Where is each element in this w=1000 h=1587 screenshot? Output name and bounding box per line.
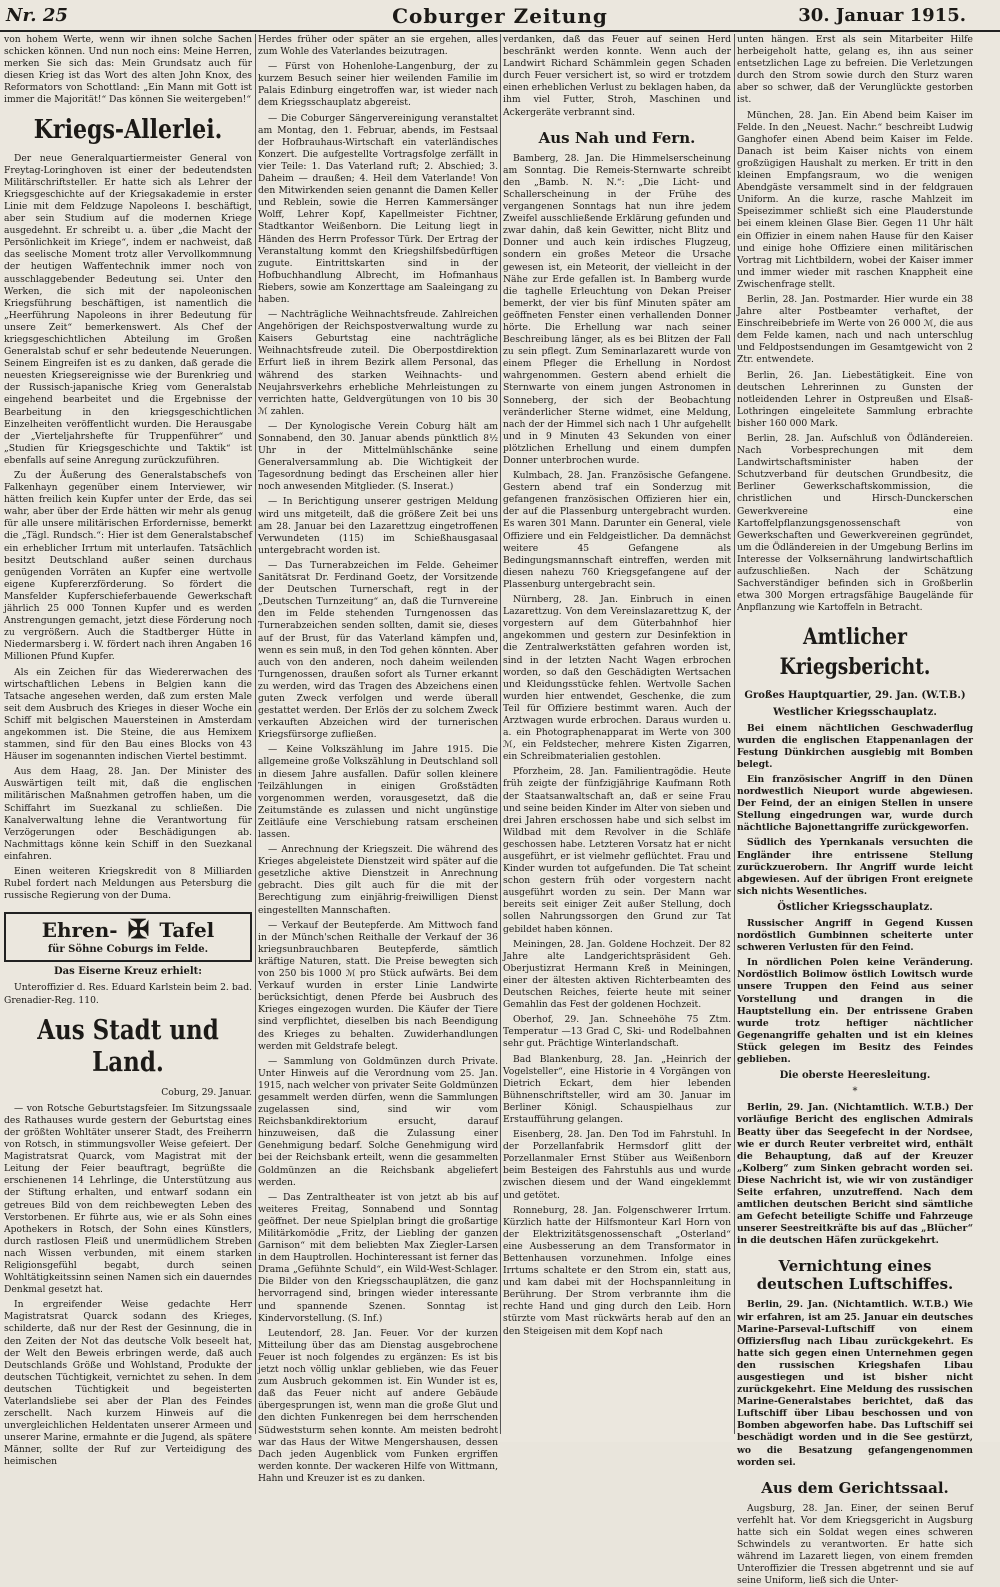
article-text: Kulmbach, 28. Jan. Französische Gefangene. Gestern abend traf ein Sonderzug mit gefangenen französischen Offizieren hier ein, der auf die Plassenburg untergebracht wurden. Es waren 301 Mann. Darunter ein General, viele Offiziere und ein Feldgeistlicher. Da demnächst weitere 45 Gefangene als Bedingungsmannschaft eintreffen, werden mit diesen nahezu 760 Kriegsgefangene auf der Plassenburg untergebracht sein. (503, 470, 731, 590)
column-rule (500, 34, 501, 1434)
article-text: Der neue Generalquartiermeister General von Freytag-Loringhoven ist einer der bedeutendsten Militärschriftsteller. Er hatte sich als Lehrer der Kriegsgeschichte auf der Kriegsakademie in erster Linie mit dem Feldzuge Napoleons I. beschäftigt, aber sein Studium auf die modernen Kriege ausgedehnt. Er schreibt u. a. über „die Macht der Persönlichkeit im Kriege“, indem er nachweist, daß das seelische Moment trotz aller Vervollkommnung der heutigen Waffentechnik immer noch von ausschlaggebender Bedeutung sei. Unter den Werken, die sich mit der napoleonischen Kriegsführung beschäftigen, ist namentlich die „Heerführung Napoleons in ihrer Bedeutung für unsere Zeit“ bemerkenswert. Als Chef der kriegsgeschichtlichen Abteilung im Großen Generalstab schuf er sehr bedeutende Neuerungen. Seinem Eingreifen ist es zu danken, daß gerade die neuesten Kriegsereignisse wie der Burenkrieg und der Russisch-japanische Krieg vom Generalstab eingehend bearbeitet und die Ergebnisse der Bearbeitung in den kriegsgeschichtlichen Einzelheiten veröffentlicht wurden. Die Herausgabe der „Vierteljahrshefte für Truppenführer“ und „Studien für Kriegsgeschichte und Taktik“ ist ebenfalls auf seine Anregung zurückzuführen. (4, 152, 252, 466)
article-text: Als ein Zeichen für das Wiedererwachen des wirtschaftlichen Lebens in Belgien kann die Tatsache angesehen werden, daß zum ersten Male seit dem Ausbruch des Krieges in dieser Woche ein Schiff mit belgischen Mauersteinen in Amsterdam angekommen ist. Die Steine, die aus Hemixem stammen, sind für den Bau eines Blocks von 43 Häuser im sogenannten indischen Viertel bestimmt. (4, 666, 252, 763)
article-text: Berlin, 29. Jan. (Nichtamtlich. W.T.B.) Der vorläufige Bericht des englischen Admirals Beatty über das Seegefecht in der Nordsee, wie er durch Reuter verbreitet wird, enthält die Behauptung, daß auf der Kreuzer „Kolberg“ zum Sinken gebracht worden sei. Diese Nachricht ist, wie wir von zuständiger Seite erfahren, unzutreffend. Nach dem amtlichen deutschen Bericht sind sämtliche am Gefecht beteiligte Schiffe und Fahrzeuge unserer Seestreitkräfte bis auf das „Blücher“ in die deutschen Häfen zurückgekehrt. (737, 1102, 973, 1247)
article-text: Zu der Äußerung des Generalstabschefs von Falkenhayn gegenüber einem Interviewer, wir hätten freilich kein Kupfer unter der Erde, das sei wahr, aber über der Erde hätten wir mehr als genug für alle unsere militärischen Erfordernisse, bemerkt die „Tägl. Rundsch.“: Hier ist dem Generalstabschef ein erheblicher Irrtum mit unterlaufen. Tatsächlich besitzt Deutschland außer seinen durchaus genügenden Vorräten an Kupfer eine wertvolle eigene Kupfererzförderung. So fördert die Mansfelder Kupferschieferbauende Gewerkschaft jährlich 25 000 Tonnen Kupfer und es werden Anstrengungen gemacht, jetzt diese Förderung noch zu vergrößern. Auch die Stadtberger Hütte in Niedermarsberg i. W. fördert nach ihren Angaben 16 Millionen Pfund Kupfer. (4, 470, 252, 663)
report-text: In nördlichen Polen keine Veränderung. Nordöstlich Bolimow östlich Lowitsch wurde unsere Truppen den Feind aus seiner Vorstellung und drangen in die Hauptstellung ein. Der entrissene Graben wurde trotz heftiger nächtlicher Gegenangriffe gehalten und ist ein kleines Stück gelegen im Besitz des Feindes geblieben. (737, 957, 973, 1066)
dateline: Coburg, 29. Januar. (161, 1086, 252, 1098)
iron-cross-icon: ✠ (127, 915, 150, 946)
article-text: Aus dem Haag, 28. Jan. Der Minister des Auswärtigen teilt mit, daß die englischen militärischen Maßnahmen getroffen haben, um die Schiffahrt im Suezkanal zu schließen. Die Kanalverwaltung lehne die Verantwortung für Verzögerungen oder Beschädigungen ab. Nachmittags könne kein Schiff in den Suezkanal einfahren. (4, 766, 252, 862)
report-text: Russischer Angriff in Gegend Kussen nordöstlich Gumbinnen scheiterte unter schweren Verlusten für den Feind. (737, 918, 973, 954)
column-rule (734, 34, 735, 1434)
section-heading-stadt-und-land: Aus Stadt und Land. (37, 1014, 219, 1078)
article-text: — Verkauf der Beutepferde. Am Mittwoch fand in der Münch'schen Reithalle der Verkauf der 36 kriegsunbrauchbaren Beutepferde, sämtlich kräftige Naturen, statt. Die Preise bewegten sich von 250 bis 1000 ℳ pro Stück aufwärts. Bei dem Verkauf wurden in erster Linie Landwirte berücksichtigt, denen Pferde bei Ausbruch des Krieges eingezogen wurden. Die Käufer der Tiere sind verpflichtet, dieselben bis nach Beendigung des Krieges zu behalten. Zuwiderhandlungen werden mit Geldstrafe belegt. (258, 919, 498, 1052)
ehrentafel-title (12, 915, 244, 946)
article-text: Leutendorf, 28. Jan. Feuer. Vor der kurzen Mitteilung über das am Dienstag ausgebrochene Feuer ist noch folgendes zu ergänzen: Es ist bis jetzt noch völlig unklar geblieben, wie das Feuer zum Ausbruch gekommen ist. Ein Wunder ist es, daß das Feuer nicht auf andere Gebäude übergesprungen ist, wenn man die große Glut und den dichten Funkenregen bei dem herrschenden Südweststurm sehen konnte. Am meisten bedroht war das Haus der Witwe Mengershausen, dessen Dach jeden Augenblick vom Funken ergriffen werden konnte. Der wackeren Hilfe von Wittmann, Hahn und Kreuzer ist es zu danken. (258, 1327, 498, 1484)
report-source: Großes Hauptquartier, 29. Jan. (W.T.B.) (744, 690, 966, 702)
article-text: Herdes früher oder später an sie ergehen, alles zum Wohle des Vaterlandes beizutragen. (258, 34, 498, 58)
article-text: In ergreifender Weise gedachte Herr Magistratsrat Quarck sodann des Krieges, schilderte, daß nur der Rest der Gesinnung, die in den Zeiten der Not das deutsche Volk beseelt hat, der Welt den Beweis erbringen werde, daß auch Deutschlands Größe und Wohlstand, Produkte der deutschen Tüchtigkeit, vernichtet zu sehen. In dem deutschen Tüchtigkeit und begeisterten Vaterlandsliebe sei aber der Plan des Feindes zerschellt. Nach kurzem Hinweis auf die unvergleichlichen Heldentaten unserer Armeen und unserer Marine, ermahnte er die Jugend, als spätere Männer, sollte der Ruf zur Verteidigung des heimischen (4, 1299, 252, 1468)
article-text: — Anrechnung der Kriegszeit. Die während des Krieges abgeleistete Dienstzeit wird später auf die gesetzliche aktive Dienstzeit in Anrechnung gebracht. Dies gilt auch für die mit der Berechtigung zum einjährig-freiwilligen Dienst eingestellten Mannschaften. (258, 844, 498, 916)
ehrentafel-title-b: Tafel (159, 918, 215, 943)
article-text: — Nachträgliche Weihnachtsfreude. Zahlreichen Angehörigen der Reichspostverwaltung wurde zu Kaisers Geburtstag eine nachträgliche Weihnachtsfreude zuteil. Die Oberpostdirektion Erfurt ließ in ihrem Bezirk allem Personal, das während des starken Weihnachts- und Neujahrsverkehrs erhebliche Mehrleistungen zu verrichten hatte, Geldvergütungen von 10 bis 30 ℳ zahlen. (258, 309, 498, 417)
article-text: — Der Kynologische Verein Coburg hält am Sonnabend, den 30. Januar abends pünktlich 8½ Uhr in der Mittelmühlschänke seine Generalversammlung ab. Die Wichtigkeit der Tagesordnung bedingt das Erscheinen aller hier noch anwesenden Mitglieder. (S. Inserat.) (258, 420, 498, 493)
section-heading-kriegsallerlei: Kriegs-Allerlei. (33, 114, 223, 145)
section-heading-luftschiff: Vernichtung eines deutschen Luftschiffes. (756, 1257, 954, 1294)
article-text: München, 28. Jan. Ein Abend beim Kaiser im Felde. In den „Neuest. Nachr.“ beschreibt Ludwig Ganghofer einen Abend beim Kaiser im Felde. Danach ist beim Kaiser nichts von einem großzügigen Haushalt zu merken. Er tritt in den kleinen Empfangsraum, wo die wenigen Abendgäste versammelt sind in der feldgrauen Uniform. An die kurze, rasche Mahlzeit im Speisezimmer schließt sich eine Plauderstunde bei einem kleinen Glase Bier. Gegen 11 Uhr hält ein Offizier in einem nahen Hause für den Kaiser und einige hohe Offiziere einen militärischen Vortrag mit Lichtbildern, wobei der Kaiser immer und immer wieder mit raschen Knappheit eine Zwischenfrage stellt. (737, 109, 973, 290)
article-text: Meiningen, 28. Jan. Goldene Hochzeit. Der 82 Jahre alte Landgerichtspräsident Geh. Oberjustizrat Hermann Kreß in Meiningen, einer der ältesten aktiven Richterbeamten des Deutschen Reiches, feierte heute mit seiner Gemahlin das Fest der goldenen Hochzeit. (503, 938, 731, 1011)
report-signature: Die oberste Heeresleitung. (779, 1070, 931, 1082)
section-heading-amtlicher-kriegsbericht: Amtlicher Kriegsbericht. (779, 624, 931, 681)
column-1 (4, 34, 252, 1468)
ehrentafel-subtitle: für Söhne Coburgs im Felde. (47, 944, 209, 956)
column-3 (503, 34, 731, 1434)
ehrentafel-box (4, 912, 252, 962)
article-text: verdanken, daß das Feuer auf seinen Herd beschränkt werden konnte. Wenn auch der Landwirt Richard Schämmlein gegen Schaden durch Feuer versichert ist, so wird er trotzdem einen erheblichen Verlust zu beklagen haben, da ihm viel Futter, Stroh, Maschinen und Ackergeräte verbrannt sind. (503, 34, 731, 118)
article-text: — Fürst von Hohenlohe-Langenburg, der zu kurzem Besuch seiner hier weilenden Familie im Palais Edinburg eingetroffen war, ist wieder nach dem Kriegsschauplatz abgereist. (258, 61, 498, 109)
article-text: Berlin, 26. Jan. Liebestätigkeit. Eine von deutschen Lehrerinnen zu Gunsten der notleidenden Lehrer in Ostpreußen und Elsaß-Lothringen eingeleitete Sammlung erbrachte bisher 160 000 Mark. (737, 369, 973, 429)
article-text: Bamberg, 28. Jan. Die Himmelserscheinung am Sonntag. Die Remeis-Sternwarte schreibt den „Bamb. N. N.“: „Die Licht- und Schallerscheinung in der Frühe des vergangenen Sonntags hat nun ihre jedem Zweifel ausschließende Erklärung gefunden und zwar dahin, daß kein Gewitter, nicht Blitz und Donner und auch kein irdisches Flugzeug, sondern ein großes Meteor die Ursache gewesen ist, ein Meteorit, der vielleicht in der Nähe zur Erde gefallen ist. In Bamberg wurde die taghelle Erleuchtung von Dekan Preiser bemerkt, der vier bis fünf Minuten später am geöffneten Fenster einen verhallenden Donner hörte. Die Erhellung war nach seiner Beschreibung länger, als es bei Blitzen der Fall zu sein pflegt. Zum Seminarlazarett wurde von einem Pfleger die Erhellung in Nordost wahrgenommen. Gestern abend erhielt die Sternwarte von einem jungen Astronomen in Sonneberg, der sich der Beobachtung veränderlicher Sterne widmet, eine Meldung, nach der der Himmel sich nach 1 Uhr aufgehellt und in 9 Minuten 43 Sekunden von einer plötzlichen Erhellung und einem dumpfen Donner unterbrochen wurde. (503, 152, 731, 466)
article-text: Berlin, 28. Jan. Aufschluß von Ödländereien. Nach Vorbesprechungen mit dem Landwirtschaftsminister haben der Schutzverband für deutschen Grundbesitz, die Berliner Gewerkschaftskommission, die christlichen und Hirsch-Dunckerschen Gewerkvereine eine Kartoffelpflanzungsgenossenschaft von Gewerkschaften und Gewerkvereinen gegründet, um die Ödländereien in der Umgebung Berlins im Interesse der Volksernährung landwirtschaftlich aufzuschließen. Nach der Schätzung Sachverständiger befinden sich in Großberlin etwa 300 Morgen ertragsfähige Baugelände für Anpflanzung wie Kartoffeln in Betracht. (737, 433, 973, 614)
article-text: — von Rotsche Geburtstagsfeier. Im Sitzungssaale des Rathauses wurde gestern der Geburtstag eines der größten Wohltäter unserer Stadt, des Freiherrn von Rotsch, in stimmungsvoller Weise gefeiert. Der Magistratsrat Quarck, vom Magistrat mit der Leitung der Feier beauftragt, begrüßte die erschienenen 14 Lehrlinge, die Unterstützung aus der Stiftung erhalten, und entwarf sodann ein getreues Bild von dem reichbewegten Leben des Verstorbenen. Er führte aus, wie er als Sohn eines Apothekers in Rotsch, der Sohn eines Künstlers, durch rastlosen Fleiß und unermüdlichem Streben nach Wissen verbunden, mit einem starken Religionsgefühl begabt, durch seinen Wohltätigkeitssinn seinen Namen sich ein dauerndes Denkmal gesetzt hat. (4, 1102, 252, 1296)
issue-date: 30. Januar 1915. (798, 5, 966, 26)
column-4 (737, 34, 973, 1587)
article-text: — Das Turnerabzeichen im Felde. Geheimer Sanitätsrat Dr. Ferdinand Goetz, der Vorsitzende der Deutschen Turnerschaft, regt in der „Deutschen Turnzeitung“ an, daß die Turnvereine den im Felde stehenden Turngenossen das Turnerabzeichen senden sollten, damit sie, dieses auf der Brust, für das Vaterland kämpfen und, wenn es sein muß, in den Tod gehen könnten. Aber auch von den anderen, noch daheim weilenden Turngenossen, draußen sofort als Turner erkannt zu werden, wird das Tragen des Abzeichens einen guten Zweck verfolgen und werde überall gestattet werden. Der Erlös der zu solchem Zweck verkauften Abzeichen wird der turnerischen Kriegsfürsorge zufließen. (258, 559, 498, 741)
column-rule (255, 34, 256, 1434)
article-text: von hohem Werte, wenn wir ihnen solche Sachen schicken können. Und nun noch eins: Meine Herren, merken Sie sich das: Mein Grundsatz auch für diesen Krieg ist das Wort des alten John Knox, des Reformators von Schottland: „Ein Mann mit Gott ist immer die Majorität!“ Das können Sie weitergeben!“ (4, 34, 252, 106)
article-text: — Die Coburger Sängervereinigung veranstaltet am Montag, den 1. Februar, abends, im Festsaal der Hofbrauhaus-Wirtschaft ein vaterländisches Konzert. Die aufgestellte Vortragsfolge zerfällt in vier Teile: 1. Das Vaterland ruft; 2. Abschied; 3. Daheim — draußen; 4. Heil dem Vaterlande! Von den Mitwirkenden seien genannt die Damen Keller und Reblein, sowie die Herren Kammersänger Wolff, Lehrer Kopf, Kapellmeister Fichtner, Stadtkantor Weißenborn. Die Leitung liegt in Händen des Herrn Professor Türk. Der Ertrag der Veranstaltung kommt den Kriegshilfsbedürftigen zugute. Eintrittskarten sind in der Hofbuchhandlung Albrecht, im Hofmanhaus Riebers, sowie am Konzerttage am Saaleingang zu haben. (258, 112, 498, 305)
subheading-ost: Östlicher Kriegsschauplatz. (777, 901, 933, 913)
article-text: unten hängen. Erst als sein Mitarbeiter Hilfe herbeigeholt hatte, gelang es, ihn aus seiner entsetzlichen Lage zu befreien. Die Verletzungen durch den Strom sowie durch den Sturz waren aber so schwer, daß der Verunglückte gestorben ist. (737, 34, 973, 106)
article-text: — Keine Volkszählung im Jahre 1915. Die allgemeine große Volkszählung in Deutschland soll in diesem Jahre ausfallen. Dafür sollen kleinere Teilzählungen in einigen Großstädten vorgenommen werden, vorausgesetzt, daß die Zeitumstände es zulassen und nicht ungünstige Zeitläufe eine Verschiebung ratsam erscheinen lassen. (258, 744, 498, 840)
report-text: Bei einem nächtlichen Geschwaderflug wurden die englischen Etappenanlagen der Festung Dünkirchen ausgiebig mit Bomben belegt. (737, 722, 973, 770)
newspaper-title: Coburger Zeitung (392, 4, 608, 28)
section-heading-nah-und-fern: Aus Nah und Fern. (538, 128, 696, 147)
article-text: — Sammlung von Goldmünzen durch Private. Unter Hinweis auf die Verordnung vom 25. Jan. 1915, nach welcher von privater Seite Goldmünzen gesammelt werden dürfen, wenn die Sammlungen zugelassen sind, sind wir vom Reichsbankdirektorium ersucht, darauf hinzuweisen, daß die Zulassung einer Genehmigung bedarf. Solche Genehmigung wird bei der Reichsbank erteilt, wenn die gesammelten Goldmünzen an die Reichsbank abgeliefert werden. (258, 1055, 498, 1188)
article-text: Einen weiteren Kriegskredit von 8 Milliarden Rubel fordert nach Meldungen aus Petersburg die russische Regierung von der Duma. (4, 866, 252, 902)
article-text: Nürnberg, 28. Jan. Einbruch in einen Lazarettzug. Von dem Vereinslazarettzug K, der vorgestern auf dem Güterbahnhof hier angekommen und gestern zur Desinfektion in die Zentralwerkstätten gefahren worden ist, sind in der letzten Nacht Wagen erbrochen worden, so daß den Geschädigten Wertsachen und Kleidungsstücke fehlen. Wertvolle Sachen wurden hier entwendet, Geschenke, die zum Teil für Offiziere bestimmt waren. Auch der Arztwagen wurde erbrochen. Daraus wurden u. a. ein Photographenapparat im Werte von 300 ℳ, ein Feldstecher, mehrere Kisten Zigarren, ein Schreibmaterialien gestohlen. (503, 594, 731, 763)
article-text: Augsburg, 28. Jan. Einer, der seinen Beruf verfehlt hat. Vor dem Kriegsgericht in Augsburg hatte sich ein Soldat wegen eines schweren Schwindels zu verantworten. Er hatte sich während im Lazarett liegen, von einem fremden Unteroffizier die Tressen abgetrennt und sie auf seine Uniform, ließ sich die Unter- (737, 1502, 973, 1587)
separator-star: * (852, 1086, 858, 1098)
article-text: Pforzheim, 28. Jan. Familientragödie. Heute früh zeigte der fünfzigjährige Kaufmann Roth der Staatsanwaltschaft an, daß er seine Frau und seine beiden Kinder im Alter von sieben und drei Jahren erschossen habe und sich selbst im Wildbad mit dem Revolver in die Schläfe geschossen habe. Letzteren Vorsatz hat er nicht ausgeführt, er ist vielmehr geflüchtet. Frau und Kinder wurden tot aufgefunden. Die Tat scheint schon gestern früh oder vorgestern nacht ausgeführt worden zu sein. Der Mann war bereits seit einiger Zeit außer Stellung, doch sollen Nahrungssorgen den Grund zur Tat gebildet haben können. (503, 766, 731, 935)
eisernes-kreuz-heading: Das Eiserne Kreuz erhielt: (54, 966, 202, 978)
article-text: Bad Blankenburg, 28. Jan. „Heinrich der Vogelsteller“, eine Historie in 4 Vorgängen von Dietrich Eckart, dem hier lebenden Bühnenschriftsteller, wird am 30. Januar im Berliner Königl. Schauspielhaus zur Erstaufführung gelangen. (503, 1053, 731, 1125)
article-text: Eisenberg, 28. Jan. Den Tod im Fahrstuhl. In der Porzellanfabrik Hermsdorf glitt der Porzellanmaler Ernst Stüber aus Weißenborn beim Besteigen des Fahrstuhls aus und wurde zwischen diesem und der Wand eingeklemmt und getötet. (503, 1129, 731, 1201)
article-text: Ronneburg, 28. Jan. Folgenschwerer Irrtum. Kürzlich hatte der Hilfsmonteur Karl Horn von der Elektrizitätsgenossenschaft „Osterland“ eine Ausbesserung an dem Transformator in Bettenhausen vorzunehmen. Infolge eines Irrtums schaltete er den Strom ein, statt aus, und kam dabei mit der Hochspannleitung in Berührung. Der Strom verbrannte ihm die rechte Hand und ging durch den Leib. Horn stürzte vom Mast rückwärts herab auf den an den Steigeisen mit dem Kopf nach (503, 1204, 731, 1337)
subheading-west: Westlicher Kriegsschauplatz. (773, 706, 937, 718)
article-text: — In Berichtigung unserer gestrigen Meldung wird uns mitgeteilt, daß die größere Zeit bei uns am 28. Januar bei den Lazarettzug eingetroffenen Verwundeten (115) im Schießhausgasaal untergebracht worden ist. (258, 496, 498, 556)
article-text: Berlin, 29. Jan. (Nichtamtlich. W.T.B.) Wie wir erfahren, ist am 25. Januar ein deutsches Marine-Parseval-Luftschiff von einem Offiziersflug nach Libau zurückgekehrt. Es hatte sich gegen einen Unternehmen gegen den russischen Kriegshafen Libau ausgestiegen und ist bisher nicht zurückgekehrt. Eine Meldung des russischen Marine-Generalstabes berichtet, daß das Luftschiff über Libau beschossen und von Bomben abgeworfen habe. Das Luftschiff sei beschädigt worden und in die See gestürzt, wo die Besatzung gefangengenommen worden sei. (737, 1299, 973, 1468)
article-text: Berlin, 28. Jan. Postmarder. Hier wurde ein 38 Jahre alter Postbeamter verhaftet, der Einschreibebriefe im Werte von 26 000 ℳ, die aus dem Felde kamen, nach und nach unterschlug und Feldpostsendungen im Gesamtgewicht von 2 Ztr. entwendete. (737, 293, 973, 366)
section-heading-gerichtssaal: Aus dem Gerichtssaal. (761, 1478, 949, 1497)
article-text: — Das Zentraltheater ist von jetzt ab bis auf weiteres Freitag, Sonnabend und Sonntag geöffnet. Der neue Spielplan bringt die großartige Militärkomödie „Fritz, der Liebling der ganzen Garnison“ mit dem beliebten Max Ziegler-Larsen in dem Hauptrollen. Hochinteressant ist ferner das Drama „Gefühnte Schuld“, ein Wild-West-Schlager. Die Bilder von den Kriegsschauplätzen, die ganz hervorragend sind, bringen wieder interessante und spannende Szenen. Sonntag ist Kindervorstellung. (S. Inf.) (258, 1191, 498, 1324)
ehrentafel-title-a: Ehren- (41, 918, 118, 943)
article-text: Oberhof, 29. Jan. Schneehöhe 75 Ztm. Temperatur —13 Grad C, Ski- und Rodelbahnen sehr gut. Prächtige Winterlandschaft. (503, 1014, 731, 1050)
column-2 (258, 34, 498, 1484)
issue-number: Nr. 25 (6, 5, 68, 26)
masthead (0, 0, 1000, 32)
report-text: Ein französischer Angriff in den Dünen nordwestlich Nieuport wurde abgewiesen. Der Feind, der an einigen Stellen in unsere Stellung eingedrungen war, wurde durch nächtliche Bajonettangriffe zurückgeworfen. (737, 773, 973, 834)
report-text: Südlich des Ypernkanals versuchten die Engländer ihre entrissene Stellung zurückzuerobern. Ihr Angriff wurde leicht abgewiesen. Auf der übrigen Front ereignete sich nichts Wesentliches. (737, 837, 973, 897)
ehrentafel-entry: Unteroffizier d. Res. Eduard Karlstein beim 2. bad. Grenadier-Reg. 110. (4, 982, 252, 1006)
